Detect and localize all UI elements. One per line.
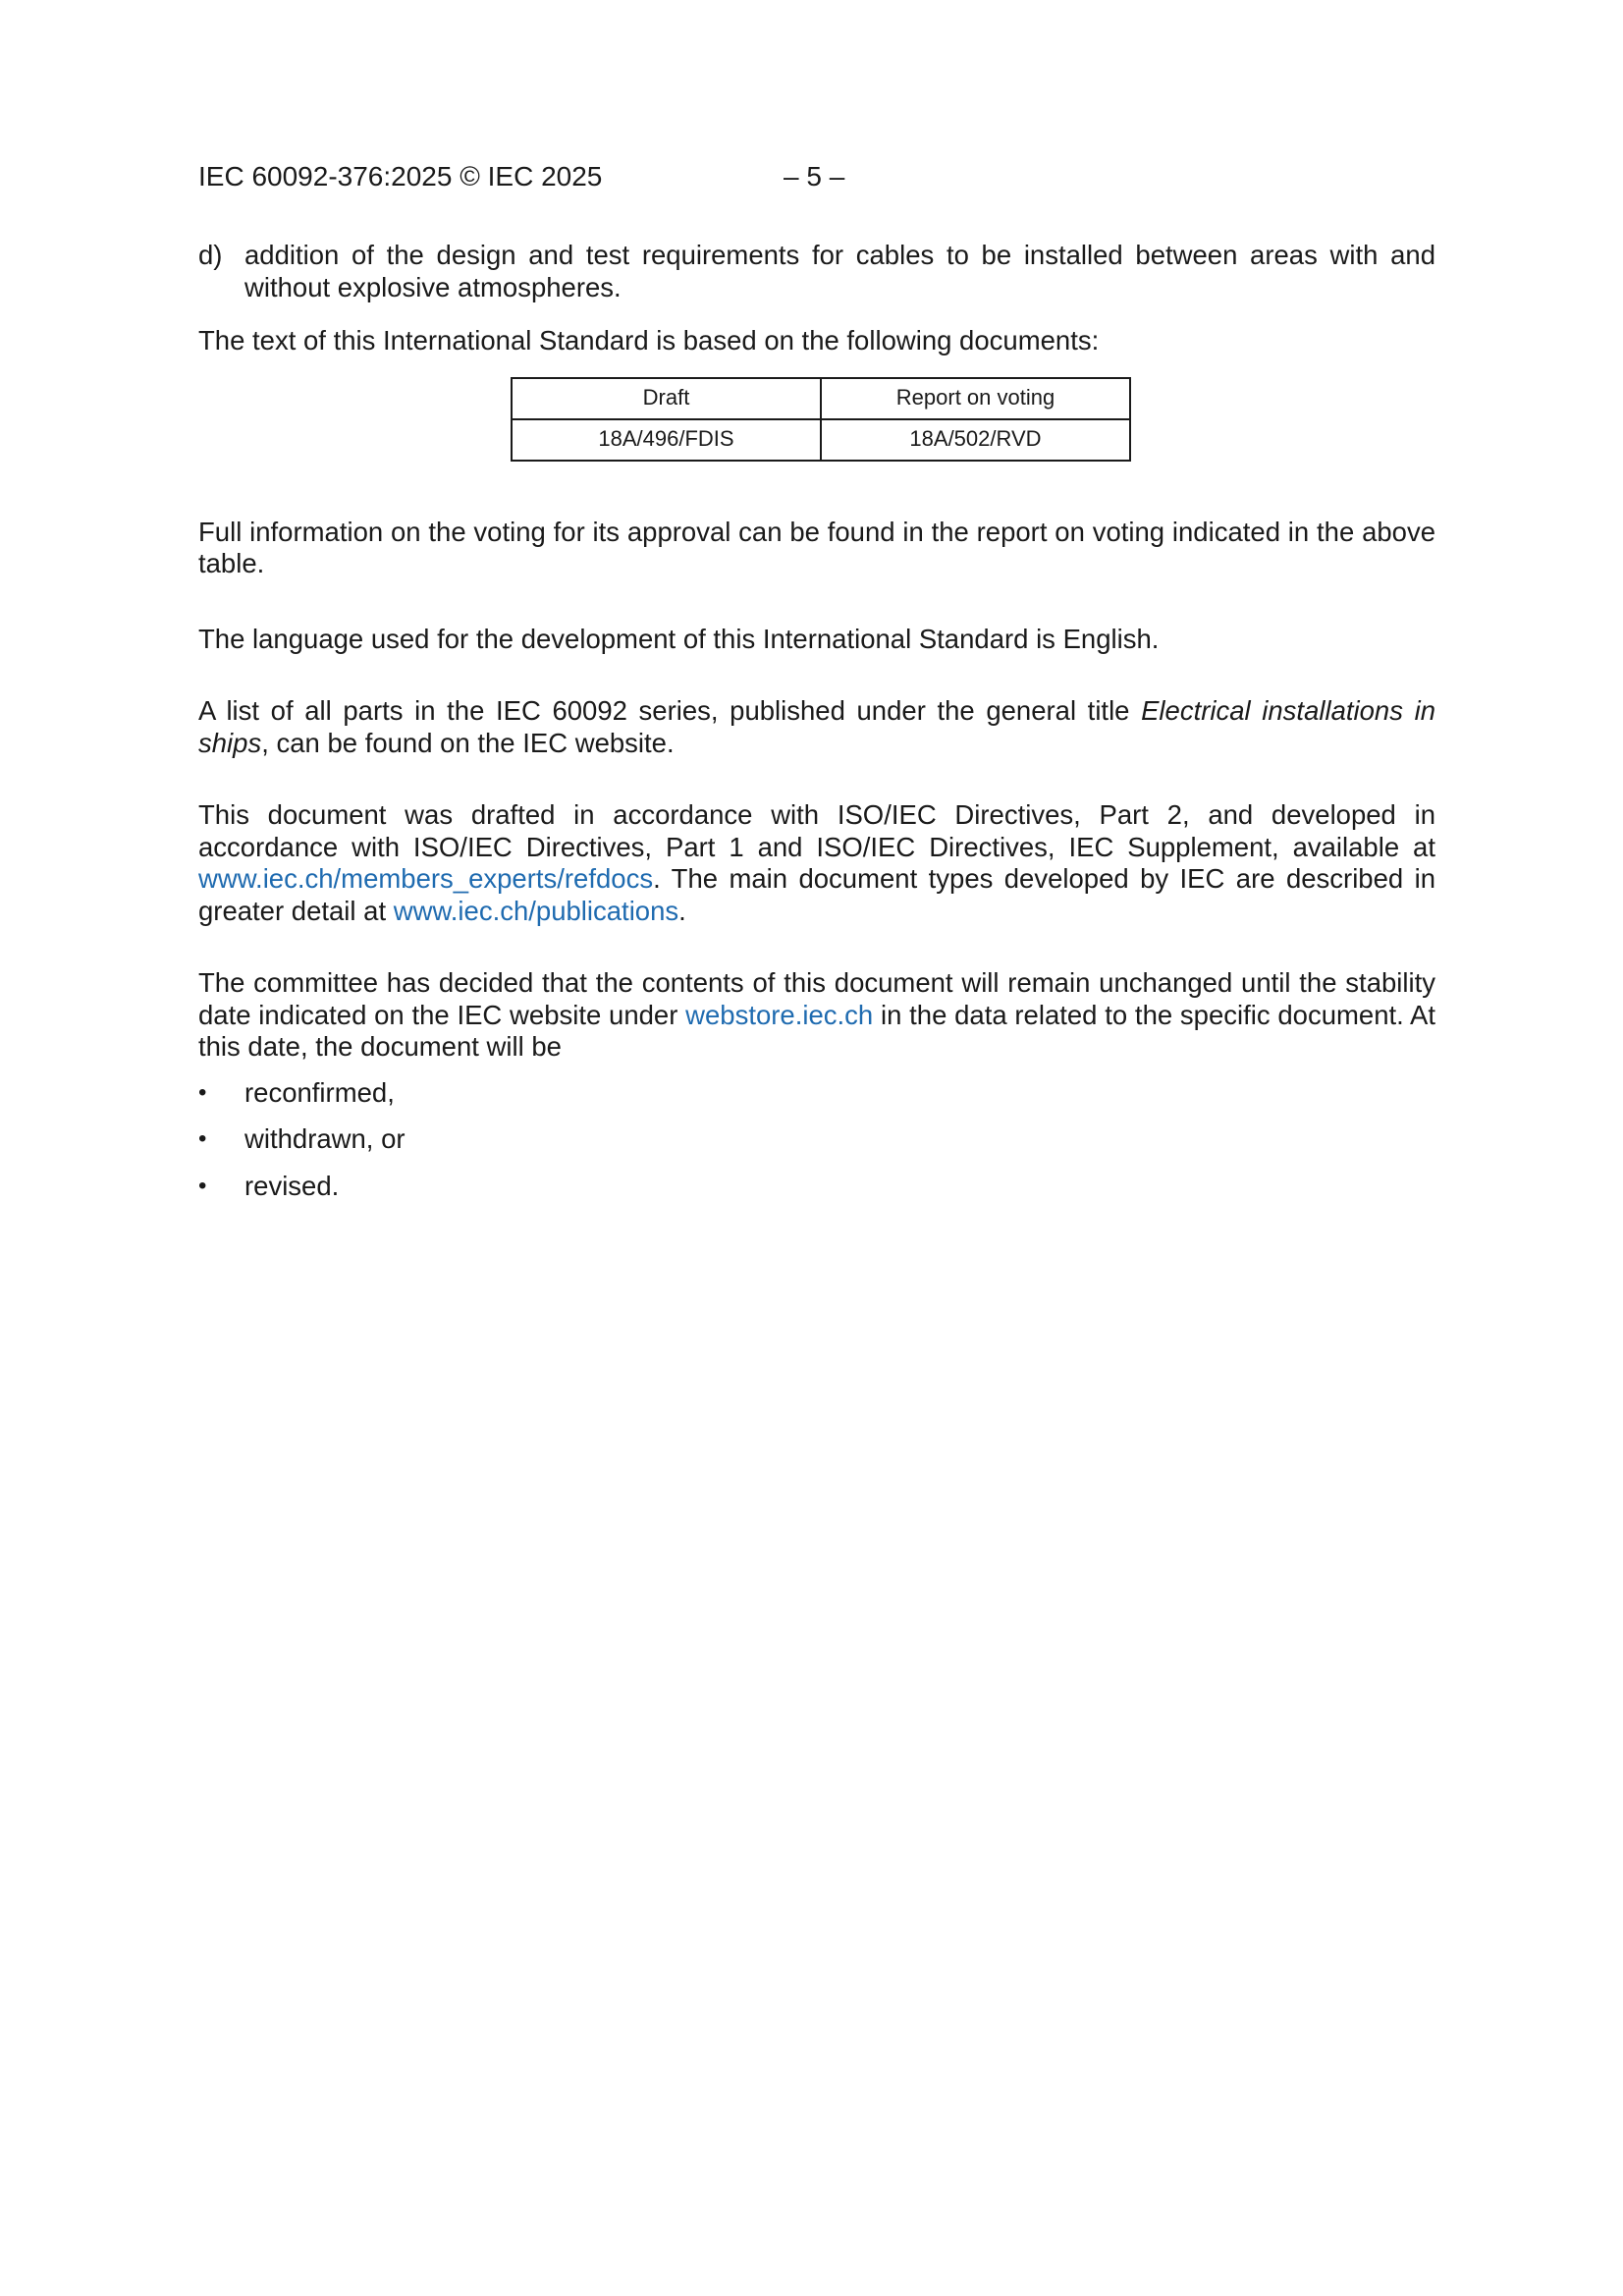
list-item: [198, 1077, 1435, 1110]
directives-text-2: . The main document types developed by IEC are described in greater detail at: [198, 863, 1435, 926]
page-body: [198, 240, 1435, 1217]
table-header-report: Report on voting: [821, 378, 1130, 419]
page-number: – 5 –: [784, 161, 845, 191]
documents-table: [511, 377, 1131, 462]
bullet-text: reconfirmed,: [244, 1076, 395, 1108]
directives-paragraph: [198, 799, 1435, 927]
refdocs-link[interactable]: www.iec.ch/members_experts/refdocs: [198, 863, 654, 894]
stability-text-2: in the data related to the specific document. At this date, the document will be: [198, 999, 1435, 1062]
directives-text-1: This document was drafted in accordance with ISO/IEC Directives, Part 2, and developed in accordance with ISO/IEC Directives, Part 1 and ISO/IEC Directives, IEC Supplement, available at: [198, 799, 1435, 862]
bullet-text: revised.: [244, 1170, 340, 1201]
stability-text-1: The committee has decided that the contents of this document will remain unchanged until the stability date indicated on the IEC website under: [198, 967, 1435, 1030]
series-title: Electrical installations in ships: [198, 695, 1435, 758]
series-text-after: , can be found on the IEC website.: [261, 727, 675, 758]
list-item: [198, 1171, 1435, 1203]
list-item-text: addition of the design and test requirements for cables to be installed between areas with and without explosive atmospheres.: [244, 240, 1435, 302]
bullet-text: withdrawn, or: [244, 1123, 406, 1154]
series-text-before: A list of all parts in the IEC 60092 series, published under the general title: [198, 695, 1142, 726]
series-paragraph: [198, 695, 1435, 759]
publications-link[interactable]: www.iec.ch/publications: [393, 895, 679, 926]
table-cell-draft: 18A/496/FDIS: [512, 419, 821, 461]
list-item: [198, 1123, 1435, 1156]
stability-paragraph: [198, 967, 1435, 1064]
language-paragraph: The language used for the development of this International Standard is English.: [198, 623, 1160, 654]
voting-info-paragraph: Full information on the voting for its approval can be found in the report on voting indicated in the above table.: [198, 516, 1435, 578]
bullet-icon: •: [198, 1078, 207, 1106]
intro-paragraph: The text of this International Standard is based on the following documents:: [198, 325, 1100, 355]
webstore-link[interactable]: webstore.iec.ch: [685, 999, 874, 1030]
list-marker: d): [198, 240, 223, 270]
table-cell-report: 18A/502/RVD: [821, 419, 1130, 461]
table-header-draft: Draft: [512, 378, 821, 419]
bullet-icon: •: [198, 1172, 207, 1199]
standard-reference: IEC 60092-376:2025 © IEC 2025: [198, 161, 603, 191]
directives-text-3: .: [678, 895, 686, 926]
table-row: [512, 419, 1130, 461]
outcome-list: [198, 1077, 1435, 1203]
table-header-row: [512, 378, 1130, 419]
bullet-icon: •: [198, 1125, 207, 1152]
list-item-d: [198, 240, 1435, 303]
